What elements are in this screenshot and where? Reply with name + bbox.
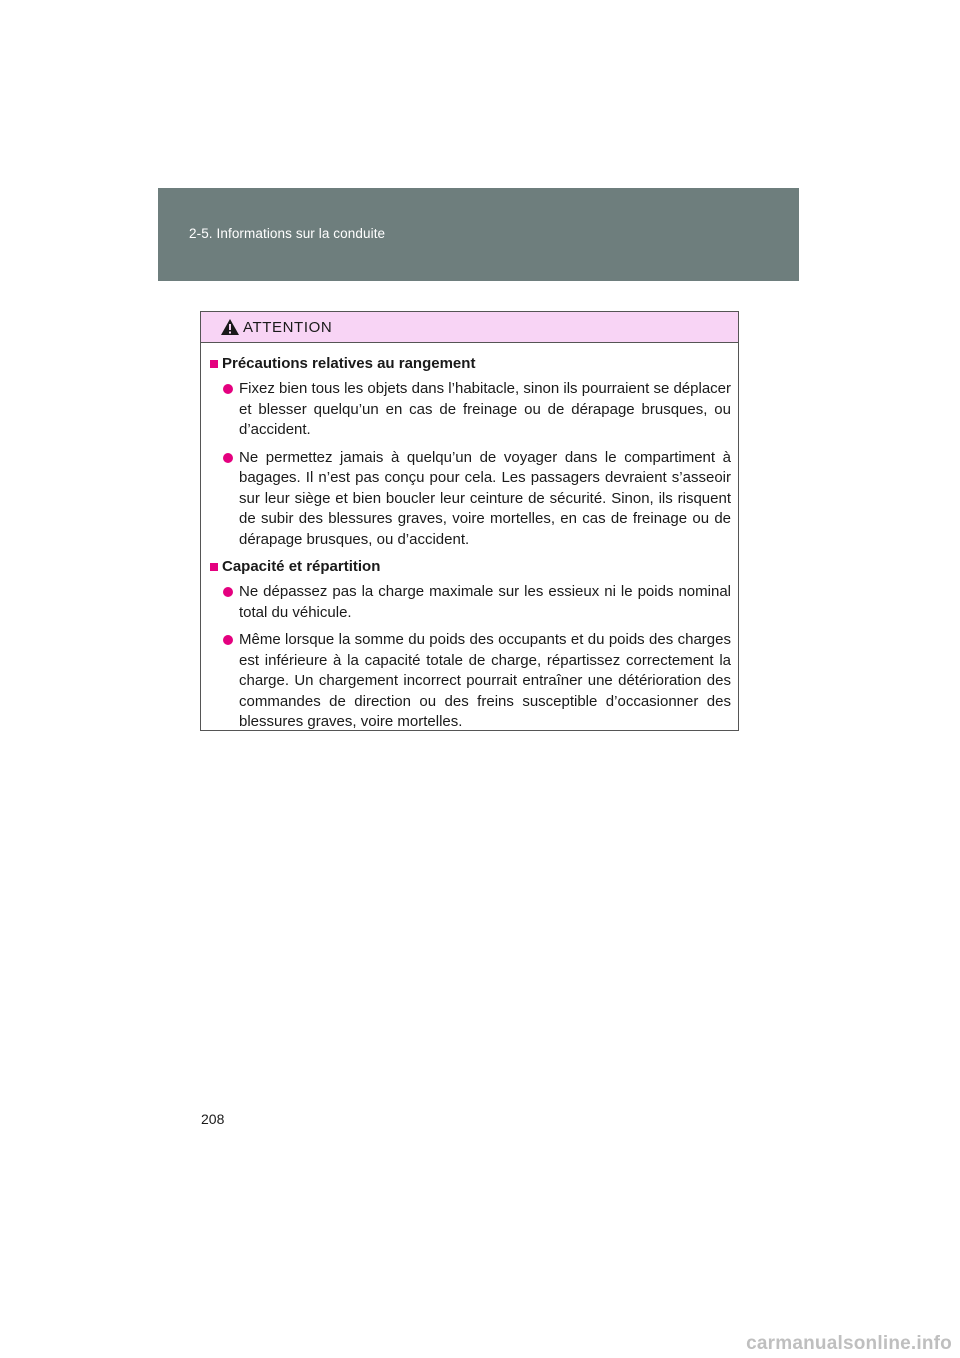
section-title: 2-5. Informations sur la conduite	[189, 226, 386, 241]
list-item	[223, 630, 731, 733]
section-capacity-distribution	[210, 557, 731, 733]
list-item-text: Fixez bien tous les objets dans l’habitacle, sinon ils pourraient se déplacer et blesser quelqu’un en cas de freinage ou de dérapage brusques, ou d’accident.	[239, 380, 731, 438]
attention-title: ATTENTION	[243, 319, 333, 336]
section-heading	[210, 354, 731, 374]
section-heading	[210, 557, 731, 577]
list-item-text: Ne permettez jamais à quelqu’un de voyager dans le compartiment à bagages. Il n’est pas conçu pour cela. Les passagers devraient s’asseoir sur leur siège et bien boucler leur ceinture de sécurité. Sinon, ils risquent de subir des blessures graves, voire mortelles, en cas de freinage ou de dérapage brusques, ou d’accident.	[239, 448, 731, 548]
section-storage-precautions	[210, 354, 731, 550]
circle-bullet-icon	[223, 453, 233, 463]
square-bullet-icon	[210, 563, 218, 571]
chapter-header-band	[158, 188, 799, 281]
page-number: 208	[201, 1111, 225, 1127]
list-item	[223, 582, 731, 623]
attention-header	[201, 312, 738, 343]
section-heading-text: Capacité et répartition	[222, 558, 381, 575]
warning-triangle-icon	[220, 318, 240, 336]
attention-body	[201, 343, 738, 733]
list-item	[223, 448, 731, 551]
list-item-text: Ne dépassez pas la charge maximale sur les essieux ni le poids nominal total du véhicule.	[239, 583, 731, 621]
list-item	[223, 379, 731, 441]
circle-bullet-icon	[223, 635, 233, 645]
section-heading-text: Précautions relatives au rangement	[222, 355, 476, 372]
square-bullet-icon	[210, 360, 218, 368]
circle-bullet-icon	[223, 587, 233, 597]
circle-bullet-icon	[223, 384, 233, 394]
attention-box	[200, 311, 739, 731]
watermark: carmanualsonline.info	[746, 1333, 952, 1354]
list-item-text: Même lorsque la somme du poids des occupants et du poids des charges est inférieure à la capacité totale de charge, répartissez correctement la charge. Un chargement incorrect pourrait entraîner une détérioration des commandes de direction ou des freins susceptible d’occasionner des blessures graves, voire mortelles.	[239, 631, 731, 730]
